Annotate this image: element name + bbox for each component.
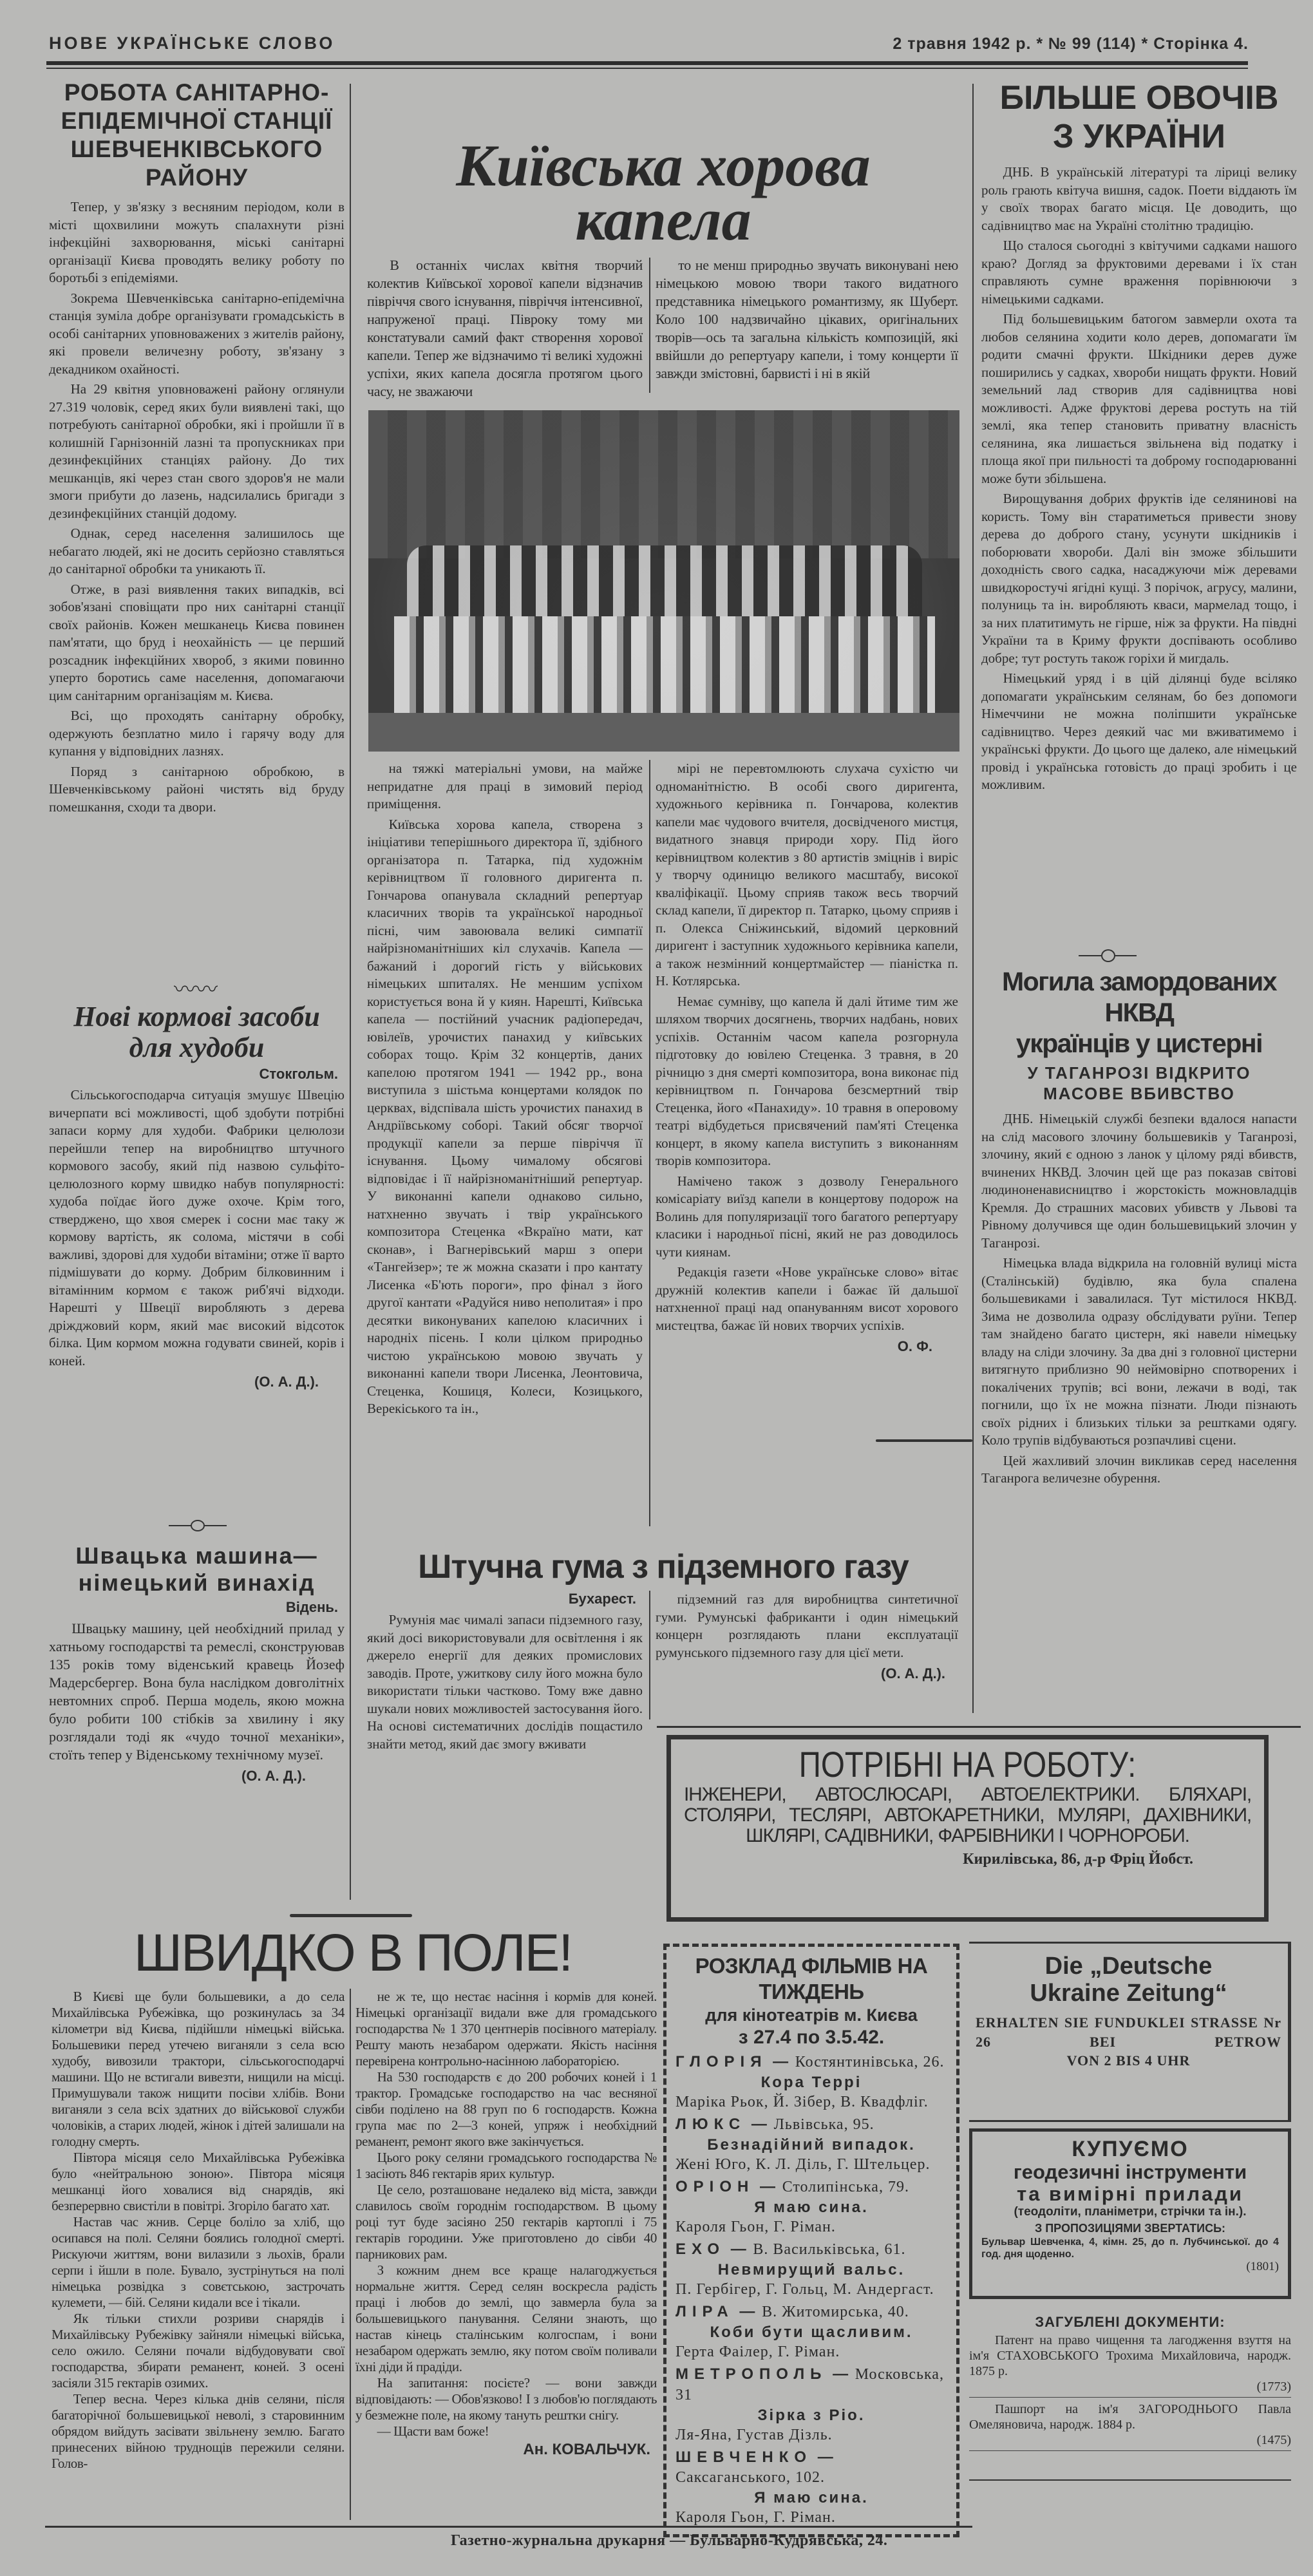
headline: РОБОТА САНІТАРНО-ЕПІДЕМІЧНОЇ СТАНЦІЇ ШЕВЧЕНКІВСЬКОГО РАЙОНУ [61,79,333,191]
article-body [656,760,958,1334]
film-title: Кора Террі [760,2074,862,2091]
lost-document-code: (1475) [1256,2433,1291,2447]
lost-document-text: Патент на право чищення та лагодження взуття на ім'я СТАХОВСЬКОГО Трохима Михайловича, народж. 1875 р. [969,2333,1291,2378]
lost-document-text: Пашпорт на ім'я ЗАГОРОДНЬОГО Павла Омеляновича, народж. 1884 р. [969,2402,1291,2432]
dateline: Стокгольм. [259,1066,338,1082]
paragraph: Швацьку машину, цей необхідний прилад у хатньому господарстві та ремеслі, сконструював 135 років тому віденський кравець Йозеф Мадерсбергер. Вона була наслідком довголітніх невтомних спроб. Перша модель, якою можна було робити 100 стібків за хвилину і яку розглядали тоді як «чудо точної механіки», стоїть тепер у Віденському технічному музеї. [49,1620,345,1763]
headline-line: для худоби [129,1032,265,1063]
masthead-title: НОВЕ УКРАЇНСЬКЕ СЛОВО [49,33,335,53]
cinema-name: ОРІОН [675,2178,755,2195]
film-cast: Жені Юго, К. Л. Діль, Г. Штельцер. [675,2156,930,2173]
film-cast: Кароля Гьон, Г. Ріман. [675,2509,836,2526]
signature: (О. А. Д.). [254,1374,319,1390]
column-rule [350,84,351,1900]
film-entry [675,2447,947,2528]
headline [49,1001,345,1063]
field-headline: ШВИДКО В ПОЛЕ! [133,1924,572,1982]
ad-contact: Бульвар Шевченка, 4, кімн. 25, до п. Лубчинської. до 4 год. дня щоденно. [981,2237,1279,2260]
ad-code: (1801) [1246,2260,1279,2273]
article-body [981,1110,1297,1488]
film-cinema-line [675,2114,947,2135]
dash-separator: — [754,2178,782,2195]
cinema-address: Саксаганського, 102. [675,2469,825,2486]
headline-line: БІЛЬШЕ ОВОЧІВ [999,79,1279,117]
film-list [675,2052,947,2528]
masthead-rule-thin [46,68,1248,69]
photo-choir-row [407,545,922,616]
cinema-name: ЛЮКС [675,2116,746,2133]
dash-separator: — [812,2448,835,2466]
dash-separator: — [827,2365,855,2383]
paragraph: Німецька влада відкрила на головній вулиці міста (Сталінській) будівлю, яка була спалена большевиками і завалилася. Тут містилося НКВД. Зима не дозволила одразу обслідувати руїни. Тепер там знайдено багато цистерн, які навели німецьку владу на сліди злочину. За два дні з головної цистерни витягнуто приблизно 90 неймовірно спотворених і покалічених трупів; всі вони, лежачи в воді, так погнили, що їх не можна пізнати. Люди пізнають своїх рідних і близьких тільки за рештками одягу. Коло трупів відбуваються розпачливі сцени. [981,1255,1297,1448]
ornament-divider [290,1914,412,1917]
article-body [49,1620,345,1764]
paragraph: то не менш природньо звучать виконувані нею німецькою мовою твори такого видатного представника німецького романтизму, як Шуберт. Коло 100 надзвичайно цікавих, оригінальних творів—ось та загальна кількість композицій, які ввійшли до репертуару капели, і тому концерти її завжди змістовні, барвисті і ні в якій [656,257,958,381]
film-entry [675,2114,947,2175]
lost-document-item [969,2401,1291,2451]
photo-floor [368,713,959,752]
paragraph: Отже, в разі виявлення таких випадків, всі зобов'язані сповіщати про них санітарні станції своїх районів. Кожен мешканець Києва повинен пам'ятати, що бруд і неохайність — це перший розсадник інфекційних хвороб, з якими повинно уперто боротись саме населення, допомагаючи цим санітарним організаціям м. Києва. [49,581,345,703]
chapel-top-col1 [367,256,643,399]
paragraph: Поряд з санітарною обробкою, в Шевченківському районі чистять від бруду помешкання, сходи та двори. [49,763,345,815]
subheadline-line: МАСОВЕ ВБИВСТВО [1043,1084,1235,1103]
chapel-bottom-col2 [656,760,958,1430]
column-rule [972,84,974,1713]
article-body [355,1989,657,2439]
paragraph: На запитання: посієте? — вони завжди відповідають: — Обов'язково! І з любов'ю поглядають у безмежне поле, на якому тануть рештки снігу. [355,2375,657,2423]
headline-line: З УКРАЇНИ [1052,118,1226,155]
masthead-rule [46,61,1248,65]
ad-title-line: Die „Deutsche [1044,1953,1213,1980]
chapel-headline [358,133,968,254]
film-cinema-line [675,2447,947,2488]
signature: (О. А. Д.). [881,1665,945,1681]
ad-detail: (теодоліти, планіметри, стрічки та ін.). [1014,2205,1247,2219]
headline-line: Київська хорова [456,133,871,198]
article-fodder [49,1001,345,1530]
article-grave [981,966,1297,1700]
film-title: Невмирущий вальс. [717,2261,905,2278]
dash-separator: — [725,2240,753,2258]
ad-jobs [666,1735,1269,1922]
circle-divider-ring [1101,949,1115,962]
field-col2 [355,1989,657,2523]
headline-line: капела [575,187,751,252]
cinema-address: Московська, 31 [675,2366,944,2403]
footer-rule [45,2526,972,2528]
choir-photo [368,410,959,752]
dateline: Бухарест. [568,1591,636,1607]
article-body [49,1086,345,1370]
lost-documents-list [969,2333,1291,2451]
ad-dates: з 27.4 по 3.5.42. [738,2027,885,2048]
section-title: ЗАГУБЛЕНІ ДОКУМЕНТИ: [1035,2314,1225,2330]
cinema-address: В. Васильківська, 61. [753,2241,906,2258]
article-body [49,198,345,816]
paragraph: В останніх числах квітня творчий колектив Київської хорової капели відзначив півріччя свого існування, півріччя інтенсивної, напруженої праці. Півроку тому ми констатували самий факт створення хорової капели. Тепер же відзначимо ті великі художні успіхи, яких капела досягла протягом цього часу, не зважаючи [367,257,643,399]
headline [49,1542,345,1596]
ad-title: КУПУЄМО [1072,2137,1189,2161]
paragraph: Під большевицьким батогом завмерли охота та любов селянина ходити коло дерев, допомагати їм родити смачні фрукти. Шкідники дерев дуже поширились у садках, хвороби нищать фрукти. Новий земельний лад створив для садівництва нові можливості. Адже фруктові дерева ростуть на тій землі, яка тепер становить приватну власність селянина, яка лишається звільнена від податку і площа якої при пильності та доброму господарюванні може бути збільшена. [981,311,1297,486]
lost-document-code: (1773) [1256,2380,1291,2394]
article-sewing [49,1542,345,1903]
paragraph: На 530 господарств є до 200 робочих коней і 1 трактор. Громадське господарство на час весняної сівби поділено на 88 груп по 6 господарств. Кожна група має по 2—3 коней, упряж і необхідний реманент, ремонт якого вже закінчується. [355,2069,657,2149]
field-col1 [52,1989,345,2522]
paragraph: Всі, що проходять санітарну обробку, одержують безплатно мило і гарячу воду для купання у відповідних лазнях. [49,708,345,759]
cinema-address: Столипінська, 79. [782,2179,909,2195]
film-entry [675,2177,947,2237]
photo-backdrop [368,410,959,558]
signature: (О. А. Д.). [241,1768,306,1784]
paragraph: Настав час жнив. Серце боліло за хліб, що осипався на полі. Селяни боялись голодної смерті. Рискуючи життям, вони вилазили з льохів, брали серпи і йшли в поле. Бувало, зустрінуться на полі німецька розвідка з совєтською, застрочать кулемети, — бій. Селяни кидали все і тікали. [52,2214,345,2310]
paragraph: мірі не перевтомлюють слухача сухістю чи одноманітністю. В особі свого диригента, художнього керівника п. Гончарова, колектив капели має чудового вчителя, досвідченого мистця, видатного знавця природи хору. Під його керівництвом колектив з 80 артистів зміцнів і виріс у творчу одиницю великого масштабу, високої кваліфікації. Цьому сприяв також весь творчий склад капели, її директор п. Татарко, цьому сприяв і п. Олекса Сніжинський, відомий церковний диригент і заступник художнього керівника капели, а також незмінний концертмайстер — піаністка п. Н. Котлярська. [656,761,958,989]
paragraph: Тепер, у зв'язку з весняним періодом, коли в місті щохвилини можуть спалахнути різні інфекційні захворювання, міські санітарні організації Києва проводять велику роботу по боротьбі з епідеміями. [49,199,345,285]
paragraph: — Щасти вам боже! [377,2423,489,2439]
paragraph: Немає сумніву, що капела й далі йтиме тим же шляхом творчих досягнень, творчих надбань, нових успіхів. Останнім часом капела розгорнула підготовку до ювілею Стеценка. 3 травня, в 20 річницю з дня смерті композитора, вона виконає під керівництвом п. Гончарова безсмертний твір Стеценка, його «Панахиду». 10 травня в оперовому театрі відбудеться присвячений пам'яті Стеценка концерт, в якому капела виступить з виконанням творів композитора. [656,993,958,1168]
column-rule [350,1989,351,2520]
paragraph: Як тільки стихли розриви снарядів і Михайлівську Рубежівку зайняли німецькі війська, село ожило. Селяни почали відбудовувати свої господарства, збирати реманент, коней. З осені засіяли 315 гектарів озимих. [52,2311,345,2391]
film-cast: Маріка Рьок, Й. Зібер, В. Квадфліг. [675,2094,929,2110]
paragraph: Київська хорова капела, створена з ініціативи теперішнього директора її, здібного організатора п. Татарка, під художнім керівництвом її головного диригента п. Гончарова опанувала складний репертуар класичних творів та української народньої пісні, чим завоювала великі симпатії найрізноманітніших кіл слухачів. Капела — бажаний і дорогий гість у військових німецьких шпиталях. Не меншим успіхом користується вона й у киян. Нарешті, Київська капела — постійний учасник радіопередач, ювілеїв, урочистих панахид у київських соборах тощо. Крім 32 концертів, даних капелою протягом 1941 — 1942 рр., вона виступила з шістьма концертами колядок по церквах, відспівала шість урочистих панахид в Андріївському соборі. Такий обсяг творчої продукції капели за перше півріччя її існування. Цьому чималому обсягові відповідає і її найрізноманітніший репертуар. У виконанні капели однаково сильно, натхненно звучать і твір українського композитора Стеценка «Вкраїно мати, кат сконав», і Вагнерівський марш з опери «Тангейзер»; те ж можна сказати і про кантату Лисенка «Б'ють пороги», про фінал з його другої кантати «Радуйся ниво неполитая» і про десятки виконуваних капелою класичних і народніх пісень. І коли цілком природньо чистою українською мовою звучать у виконанні капели твори Лисенка, Леонтовича, Стеценка, Кошиця, Колеси, Козицького, Верекіського та ін., [367,816,643,1416]
paragraph: Намічено також з дозволу Генерального комісаріату виїзд капели в концертову подорож на Волинь для популяризації того багатого репертуару класики і народньої пісні, який не раз доводилось чути киянам. [656,1173,958,1260]
paragraph: підземний газ для виробництва синтетичної гуми. Румунські фабриканти і один німецький концерн розглядають плани експлуатації румунського підземного газу для цієї мети. [656,1591,958,1660]
film-title: Я маю сина. [754,2199,869,2216]
issue-line: 2 травня 1942 р. * № 99 (114) * Сторінка 4. [893,35,1249,53]
film-cast: Ля-Яна, Густав Дізль. [675,2427,833,2443]
ad-title: РОЗКЛАД ФІЛЬМІВ НА ТИЖДЕНЬ [695,1954,928,2003]
dash-separator: — [733,2303,762,2320]
cinema-name: ШЕВЧЕНКО [675,2448,813,2466]
film-cast: Кароля Гьон, Г. Ріман. [675,2219,836,2235]
ad-body: ІНЖЕНЕРИ, АВТОСЛЮСАРІ, АВТОЕЛЕКТРИКИ. БЛЯХАРІ, СТОЛЯРИ, ТЕСЛЯРІ, АВТОКАРЕТНИКИ, МУЛЯРІ, ДАХІВНИКИ, ШКЛЯРІ, САДІВНИКИ, ФАРБІВНИКИ І ЧОРНОРОБИ. [684,1784,1251,1846]
headline [981,966,1297,1059]
paragraph: В Києві ще були большевики, а до села Михайлівська Рубежівка, що розкинулась за 34 кілометри від Києва, підійшли німецькі війська. Большевики перед утечею виганяли з села всю худобу, вивозили трактори, сільськогосподарчі машини. Що не встигали вивезти, нищили на місці. Примушували також нищити посіви хлібів. Вони виганяли з села всіх здатних до військової служби чоловіків, а старих людей, жінок і дітей залишали на голодну смерть. [52,1989,345,2149]
rubber-col2 [656,1591,958,1723]
ad-body: ERHALTEN SIE FUNDUKLEI STRASSE Nr 26 BEI PETROW [976,2014,1281,2050]
section-rule [657,1726,1301,1728]
paragraph: ДНБ. В українській літературі та ліриці велику роль грають квітуча вишня, садок. Поети віддають їм у своїх творах багато місця. Це доводить, що садівництво має на Україні столітню традицію. [981,164,1297,233]
cinema-address: Костянтинівська, 26. [795,2054,945,2070]
paragraph: Німецький уряд і в цій ділянці буде всіляко допомагати українським селянам, бо без допомоги Німеччини не можна поліпшити українське садівництво. Через деякий час ми вживатимемо і українські фрукти. До цього ще далеко, але німецький провід і українська готовість до праці зробить і це можливим. [981,670,1297,792]
ad-line: геодезичні інструменти [1013,2161,1247,2183]
ornament-divider [876,1439,972,1442]
film-cast: П. Гербігер, Г. Гольц, М. Андергаст. [675,2281,934,2298]
cinema-name: ЛІРА [675,2303,734,2320]
rubber-headline: Штучна гума з підземного газу [418,1548,909,1586]
film-cinema-line [675,2177,947,2197]
paragraph: Зокрема Шевченківська санітарно-епідемічна станція зуміла добре організувати громадськість в особі санітарних уповноважених з жителів району, які провели величезну роботу, зв'язану з декадником охайності. [49,290,345,377]
ad-contact-heading: З ПРОПОЗИЦІЯМИ ЗВЕРТАТИСЬ: [1034,2222,1226,2235]
cinema-name: ГЛОРІЯ [675,2053,768,2070]
dateline: Відень. [285,1599,338,1615]
ad-title [976,1953,1281,2007]
paragraph: Цього року селяни громадського господарства № 1 засіють 846 гектарів ярих культур. [355,2150,657,2181]
chapel-bottom-col1 [367,760,643,1533]
film-entry [675,2364,947,2445]
paragraph: Вирощування добрих фруктів іде селянинові на користь. Тому він старатиметься привести знову дерева до доброго стану, усунути шкідників і поборювати хвороби. Далі він зможе збільшити доходність свого садка, насаджуючи між деревами швидкоростучі ягідні кущі. З порічок, агрусу, малини, полуниць та ін. виробляють кваси, мармелад тощо, і за них платитимуть не гірше, ніж за фрукти. На півдні України та в Криму фрукти доспівають особливо добре; тут ростуть також горіхи й мигдаль. [981,491,1297,666]
headline-line: німецький винахід [78,1569,316,1596]
chapel-top-col2 [656,256,958,395]
paragraph: ДНБ. Німецькій службі безпеки вдалося напасти на слід масового злочину большевиків у Таганрозі, злочину, який є одною з ланок у цілому ряді вбивств, вчинених НКВД. Злочин цей ще раз показав світові людиноненависництво і жорстокість можновладців Кремля. До страшних масових убивств у Львові та Рівному долучився ще один большевицький злочин у Таганрозі. [981,1111,1297,1251]
ad-hours: VON 2 BIS 4 UHR [1066,2052,1191,2069]
cinema-name: ЕХО [675,2240,726,2258]
cinema-address: В. Житомирська, 40. [762,2304,909,2320]
film-title: Я маю сина. [754,2489,869,2506]
paragraph: не ж те, що нестає насіння і кормів для коней. Німецькі організації видали вже для громадського господарства № 1 370 центнерів посівного матеріалу. Решту мають незабаром одержати. Якість насіння перевірена контрольно-насінною лабораторією. [355,1989,657,2069]
subheadline-line: У ТАГАНРОЗІ ВІДКРИТО [1027,1063,1251,1083]
lost-document-item [969,2333,1291,2398]
footer-printer: Газетно-журнальна друкарня — Бульварно-Кудрявська, 24. [451,2532,888,2549]
paragraph: З кожним днем все краще налагоджується нормальне життя. Серед селян воскресла радість праці і любов до землі, що завмерла була за большевицького панування. Селяни знають, що настав кінець сталінським колгоспам, і вони незабаром одержать землю, яку потом своїм поливали їхні діди й прадіди. [355,2262,657,2374]
paragraph: На 29 квітня уповноважені району оглянули 27.319 чоловік, серед яких були виявлені такі, що потребують санітарної обробки, які і пройшли її в колишній Гарнізонній лазні та пропускниках при дезинфекційних станціях району. До тих мешканців, які через стан свого здоров'я не мали змоги прибути до лазень, надсилались бригади з дезинфекційних станцій додому. [49,381,345,521]
paragraph: Це село, розташоване недалеко від міста, завжди славилось своїм городнім господарством. В цьому році тут буде засіяно 250 гектарів картоплі і 75 гектарів городини. Уже приготовлено до сівби 40 парникових рам. [355,2182,657,2262]
article-body [367,1611,643,1753]
film-entry [675,2302,947,2362]
film-cast: Герта Фаілер, Г. Ріман. [675,2344,840,2360]
film-cinema-line [675,2239,947,2260]
headline [981,79,1297,156]
paragraph: Що сталося сьогодні з квітучими садками нашого краю? Догляд за фруктовими деревами і їх стан справляють сумне враження порівнюючи з німецькими садками. [981,238,1297,307]
ad-film-schedule [663,1944,959,2537]
film-entry [675,2052,947,2112]
film-title: Безнадійний випадок. [707,2136,916,2154]
paragraph: Півтора місяця село Михайлівська Рубежівка було «нейтральною зоною». Півтора місяця мешканці його ховалися від снарядів, які безперервно свистіли в повітрі. Згоріло багато хат. [52,2150,345,2213]
paragraph: Румунія має чималі запаси підземного газу, який досі використовували для освітлення і як джерело енергії для деяких промислових заводів. Проте, ужиткову силу його можна було використати тільки частково. Тому вже давно шукали нових можливостей застосування його. На основі систематичних дослідів пощастило знайти метод, який дає змогу вживати [367,1612,643,1752]
paragraph: Цей жахливий злочин викликав серед населення Таганрога величезне обурення. [981,1452,1297,1486]
cinema-address: Львівська, 95. [773,2116,874,2133]
film-cinema-line [675,2364,947,2405]
circle-divider-ring [191,1520,205,1531]
signature: О. Ф. [897,1338,932,1354]
headline-line: українців у цистерні [1015,1028,1263,1058]
paragraph: Тепер весна. Через кілька днів селяни, після багаторічної большевицької неволі, з старовинним обрядом вийдуть засівати звільнену землю. Багато принесених війною труднощів пережили селяни. Голов- [52,2391,345,2471]
film-title: Коби бути щасливим. [710,2324,913,2341]
ad-title-line: Ukraine Zeitung“ [1030,1980,1227,2007]
paragraph: Редакція газети «Нове українське слово» вітає дружній колектив капели і бажає їй дальшої натхненної праці над опануванням висот хорового мистецтва, бажає їй нових творчих успіхів. [656,1264,958,1333]
ad-deutsche-ukraine-zeitung [969,1942,1291,2122]
ad-buying-instruments [969,2128,1291,2299]
signature: Ан. КОВАЛЬЧУК. [523,2441,650,2458]
ad-address: Кирилівська, 86, д-р Фріц Йобст. [963,1851,1193,1868]
cinema-name: МЕТРОПОЛЬ [675,2365,827,2383]
film-title: Зірка з Ріо. [757,2407,865,2424]
wave-divider: 〰〰 [174,978,218,1002]
film-entry [675,2239,947,2300]
column-rule [649,760,650,1526]
film-cinema-line [675,2052,947,2072]
lost-documents [969,2312,1291,2481]
dash-separator: — [746,2116,774,2133]
column-rule [649,258,650,393]
article-vegetables [981,79,1297,945]
headline-line: Нові кормові засоби [73,1001,320,1032]
headline-line: Швацька машина— [75,1542,318,1569]
article-body [981,164,1297,794]
paragraph: Однак, серед населення залишилось ще небагато людей, які не досить серйозно ставляться до санітарної обробки та уникають її. [49,526,345,576]
headline-line: Могила замордованих НКВД [1001,967,1277,1027]
paragraph: на тяжкі матеріальні умови, на майже непридатне для праці в зимовий період приміщення. [367,761,643,811]
film-cinema-line [675,2302,947,2322]
article-body [656,1591,958,1662]
ad-line: та вимірні прилади [1017,2183,1243,2205]
photo-choir-row [394,616,935,713]
ad-title: ПОТРІБНІ НА РОБОТУ: [798,1744,1137,1785]
ad-subtitle: для кінотеатрів м. Києва [705,2005,918,2025]
column-rule [649,1591,650,1719]
paragraph: Сільськогосподарча ситуація змушує Швецію вичерпати всі можливості, щоб здобути потрібні запаси корму для худоби. Фабрики целюлози перейшли тепер на виробництво штучного кормового засобу, який під назвою сульфіто-целюлозного корму швидко набув популярності: худоба поїдає його дуже охоче. Крім того, стверджено, що хвоя смерек і сосни має таку ж кормову вартість, як солома, містячи в собі важливі, здорові для худоби вітаміни; отже її варто підмішувати до корму. Добрим білковинним і вітамінним кормом є також риб'ячі відходи. Нарешті у Швеції виробляють з дерева дріжджовий корм, який має високий відсоток білка. Цим кормом можна годувати свиней, корів і коней. [49,1087,345,1368]
subheadline [981,1063,1297,1104]
dash-separator: — [767,2053,795,2070]
rubber-col1 [367,1591,643,1752]
article-sanitary [49,79,345,967]
